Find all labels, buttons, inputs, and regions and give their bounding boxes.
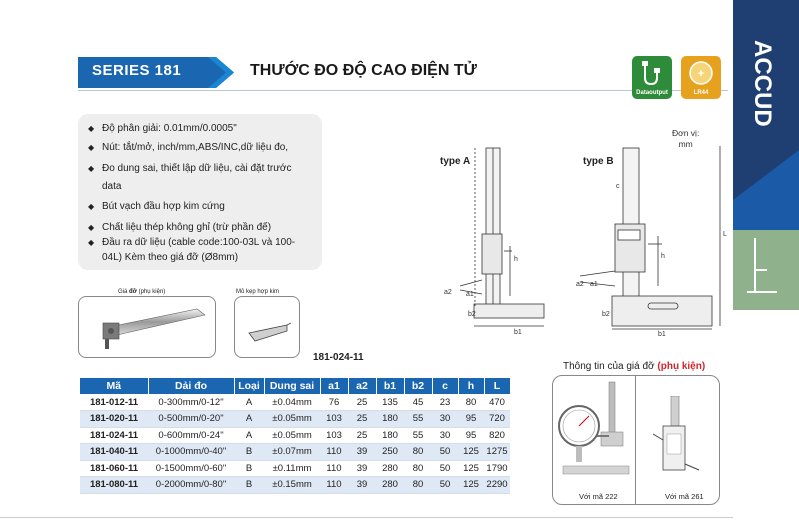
col-header: Loại xyxy=(234,378,264,394)
cell-b1: 180 xyxy=(376,411,404,428)
test-indicator-image xyxy=(643,396,715,486)
dim-h-a: h xyxy=(514,256,518,263)
cell-a1: 110 xyxy=(320,460,348,477)
cell-code: 181-040-11 xyxy=(80,444,148,461)
cell-type: B xyxy=(234,477,264,494)
table-row xyxy=(80,427,510,444)
cell-b1: 250 xyxy=(376,444,404,461)
cell-tolerance: ±0.05mm xyxy=(264,411,320,428)
cell-b2: 80 xyxy=(404,477,432,494)
table-header-row xyxy=(80,378,510,394)
holder-caption-222: Với mã 222 xyxy=(579,492,618,501)
cell-b2: 55 xyxy=(404,411,432,428)
cell-l: 1790 xyxy=(484,460,510,477)
cell-c: 50 xyxy=(432,460,458,477)
cell-c: 30 xyxy=(432,411,458,428)
table-row xyxy=(80,411,510,428)
col-header: a1 xyxy=(320,378,348,394)
dim-a2-a: a2 xyxy=(444,289,452,296)
cell-b1: 180 xyxy=(376,427,404,444)
holder-label: Giá đỡ (phụ kiện) xyxy=(118,289,166,295)
cell-a1: 110 xyxy=(320,477,348,494)
series-label: SERIES 181 xyxy=(92,62,182,79)
holder-info-box xyxy=(552,375,720,505)
cell-a2: 39 xyxy=(348,444,376,461)
data-output-icon xyxy=(632,56,672,99)
cell-range: 0-2000mm/0-80" xyxy=(148,477,234,494)
cell-type: B xyxy=(234,444,264,461)
spec-item: ◆ Nút: tắt/mở, inch/mm,ABS/INC,dữ liệu đo, xyxy=(88,142,289,153)
col-header: Mã xyxy=(80,378,148,394)
cell-range: 0-1500mm/0-60" xyxy=(148,460,234,477)
holder-caption-261: Với mã 261 xyxy=(665,492,704,501)
cell-a2: 39 xyxy=(348,477,376,494)
cell-tolerance: ±0.07mm xyxy=(264,444,320,461)
spec-item: ◆ Đầu ra dữ liệu (cable code:100-03L và 100- xyxy=(88,237,296,248)
col-header: c xyxy=(432,378,458,394)
cell-type: A xyxy=(234,411,264,428)
dim-c-b: c xyxy=(616,183,620,190)
cell-a2: 39 xyxy=(348,460,376,477)
cell-c: 50 xyxy=(432,477,458,494)
col-header: a2 xyxy=(348,378,376,394)
dim-a1-b: a1 xyxy=(590,281,598,288)
dim-l-b: L xyxy=(723,231,727,238)
col-header: b1 xyxy=(376,378,404,394)
clamp-accessory-image xyxy=(234,296,300,358)
cell-tolerance: ±0.11mm xyxy=(264,460,320,477)
cell-tolerance: ±0.04mm xyxy=(264,394,320,411)
dim-b2-a: b2 xyxy=(468,311,476,318)
cell-l: 820 xyxy=(484,427,510,444)
cell-h: 80 xyxy=(458,394,484,411)
cell-b2: 80 xyxy=(404,444,432,461)
cell-c: 30 xyxy=(432,427,458,444)
header-divider xyxy=(78,90,728,91)
cell-range: 0-1000mm/0-40" xyxy=(148,444,234,461)
cell-range: 0-500mm/0-20" xyxy=(148,411,234,428)
cell-c: 50 xyxy=(432,444,458,461)
brand-strip xyxy=(733,0,799,523)
dim-a2-b: a2 xyxy=(576,281,584,288)
clamp-label: Mỏ kẹp hợp kim xyxy=(236,289,279,295)
cell-b2: 45 xyxy=(404,394,432,411)
spec-item-continued: data xyxy=(102,181,122,192)
cell-code: 181-020-11 xyxy=(80,411,148,428)
brand-logo xyxy=(749,40,776,127)
cell-h: 125 xyxy=(458,477,484,494)
table-row xyxy=(80,460,510,477)
cell-type: B xyxy=(234,460,264,477)
holder-info-divider xyxy=(635,376,636,505)
col-header: Dải đo xyxy=(148,378,234,394)
holder-accessory-image xyxy=(78,296,216,358)
table-row xyxy=(80,477,510,494)
cell-l: 1275 xyxy=(484,444,510,461)
cell-code: 181-060-11 xyxy=(80,460,148,477)
dimension-diagrams xyxy=(430,126,730,336)
col-header: h xyxy=(458,378,484,394)
cell-h: 125 xyxy=(458,444,484,461)
col-header: L xyxy=(484,378,510,394)
cell-b1: 280 xyxy=(376,460,404,477)
cell-code: 181-012-11 xyxy=(80,394,148,411)
battery-icon xyxy=(681,56,721,99)
cell-range: 0-300mm/0-12" xyxy=(148,394,234,411)
spec-table xyxy=(80,378,511,494)
cell-a2: 25 xyxy=(348,411,376,428)
spec-item: ◆ Đo dung sai, thiết lập dữ liệu, cài đặt trước xyxy=(88,163,292,174)
cell-b2: 80 xyxy=(404,460,432,477)
cell-type: A xyxy=(234,394,264,411)
page-title: THƯỚC ĐO ĐỘ CAO ĐIỆN TỬ xyxy=(250,62,477,79)
cell-code: 181-024-11 xyxy=(80,427,148,444)
dial-indicator-image xyxy=(557,380,633,488)
dim-b2-b: b2 xyxy=(602,311,610,318)
cell-a1: 76 xyxy=(320,394,348,411)
battery-label: LR44 xyxy=(693,90,709,96)
dim-a1-a: a1 xyxy=(466,291,474,298)
spec-item: ◆ Bút vạch đầu hợp kim cứng xyxy=(88,201,225,212)
cell-c: 23 xyxy=(432,394,458,411)
cell-a1: 103 xyxy=(320,411,348,428)
cell-h: 95 xyxy=(458,411,484,428)
spec-item: ◆ Độ phân giải: 0.01mm/0.0005" xyxy=(88,123,237,134)
cell-a2: 25 xyxy=(348,394,376,411)
footer-divider xyxy=(0,517,733,518)
data-output-label: Dataoutput xyxy=(636,90,668,96)
cell-tolerance: ±0.05mm xyxy=(264,427,320,444)
table-row xyxy=(80,394,510,411)
cell-h: 125 xyxy=(458,460,484,477)
model-caption: 181-024-11 xyxy=(313,352,364,363)
cell-l: 2290 xyxy=(484,477,510,494)
cell-b2: 55 xyxy=(404,427,432,444)
cell-tolerance: ±0.15mm xyxy=(264,477,320,494)
svg-text:+: + xyxy=(697,68,705,80)
table-row xyxy=(80,444,510,461)
cell-type: A xyxy=(234,427,264,444)
dim-b1-a: b1 xyxy=(514,329,522,336)
svg-text:ACCUD: ACCUD xyxy=(749,40,776,127)
col-header: Dung sai xyxy=(264,378,320,394)
unit-label: Đơn vị: mm xyxy=(672,128,700,149)
cell-a1: 110 xyxy=(320,444,348,461)
cell-code: 181-080-11 xyxy=(80,477,148,494)
dim-b1-b: b1 xyxy=(658,331,666,336)
cell-range: 0-600mm/0-24" xyxy=(148,427,234,444)
spec-item: ◆ Chất liệu thép không ghỉ (trừ phần đế) xyxy=(88,222,272,233)
cell-h: 95 xyxy=(458,427,484,444)
cell-l: 720 xyxy=(484,411,510,428)
type-b-label: type B xyxy=(583,156,614,167)
cell-a2: 25 xyxy=(348,427,376,444)
spec-item-continued: 04L) Kèm theo giá đỡ (Ø8mm) xyxy=(102,252,239,263)
holder-info-title: Thông tin của giá đỡ (phụ kiện) xyxy=(563,361,706,372)
cell-b1: 135 xyxy=(376,394,404,411)
specs-box xyxy=(78,114,322,270)
cell-a1: 103 xyxy=(320,427,348,444)
type-a-label: type A xyxy=(440,156,471,167)
col-header: b2 xyxy=(404,378,432,394)
cell-l: 470 xyxy=(484,394,510,411)
cell-b1: 280 xyxy=(376,477,404,494)
dim-h-b: h xyxy=(661,253,665,260)
